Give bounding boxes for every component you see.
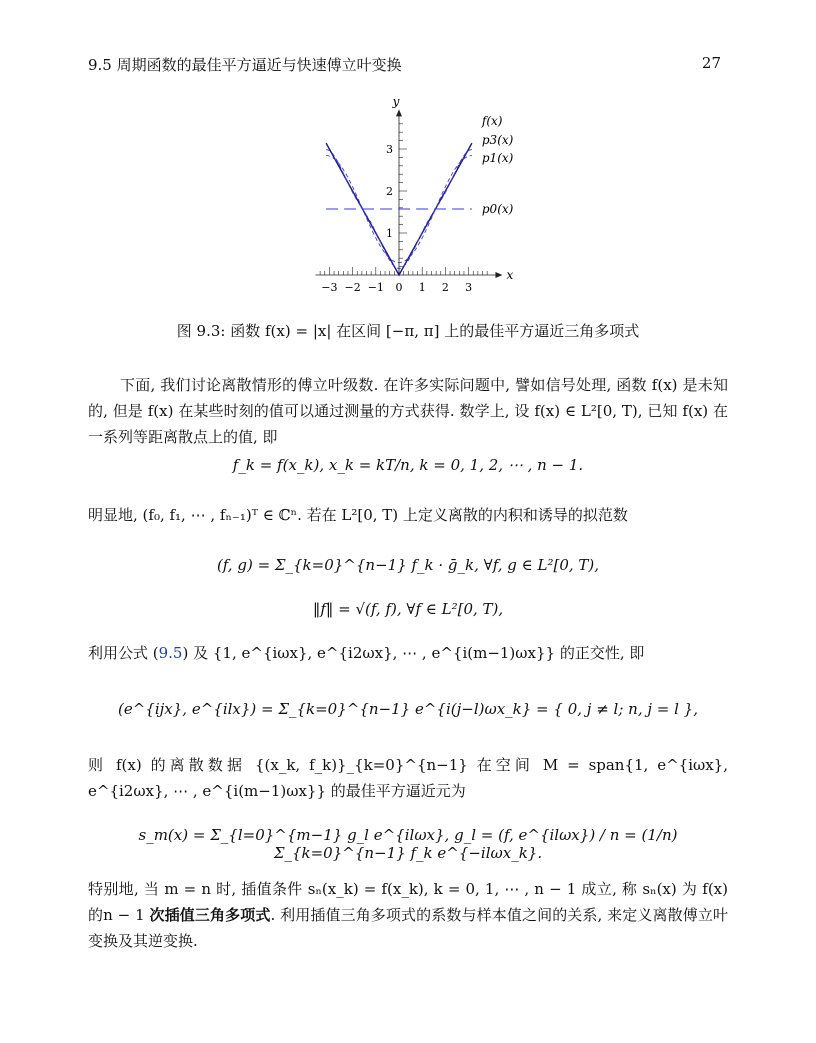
interpolation-text-end: . 利用插值三角多项式的系数与样本值之间的关系, 来定义离散傅立叶变换及其逆变换. [88,906,728,950]
running-header-section: 9.5 周期函数的最佳平方逼近与快速傅立叶变换 [88,56,402,74]
equation-inner-product: (f, g) = Σ_{k=0}^{n−1} f_k · ḡ_k, ∀f, g ∈ L²[0, T), [216,556,600,574]
x-tick-label: 0 [395,281,403,294]
legend-p1-label: p1(x) [481,151,514,166]
figure-approximation-plot [228,92,598,297]
interpolation-text-start: 特别地, 当 m = n 时, 插值条件 sₙ(x_k) = f(x_k), k = 0, 1, ⋯ , n − 1 成立, 称 sₙ(x) 为 f(x) 的n − 1 [88,880,728,924]
term-interpolation-polynomial: 次插值三角多项式 [149,906,271,924]
figure-caption: 图 9.3: 函数 f(x) = |x| 在区间 [−π, π] 上的最佳平方逼近三角多项式 [176,322,640,340]
plot-axes [315,109,502,278]
legend-p0-label: p0(x) [481,202,514,217]
legend-p3-label: p3(x) [481,133,514,148]
equation-best-approximation: s_m(x) = Σ_{l=0}^{m−1} g_l e^{ilωx}, g_l = (f, e^{ilωx}) / n = (1/n) Σ_{k=0}^{n−1} f_k e^{−ilωx_k}. [138,826,678,862]
legend-f-label: f(x) [481,114,503,129]
x-tick-label: −2 [344,281,361,294]
y-tick-label: 2 [386,185,393,198]
x-tick-label: −1 [367,281,384,294]
equation-orthogonality: (e^{ijx}, e^{ilx}) = Σ_{k=0}^{n−1} e^{i(j−l)ωx_k} = { 0, j ≠ l; n, j = l }, [118,700,698,718]
plot-labels [321,94,513,294]
equation-reference-link[interactable]: 9.5 [158,644,183,662]
x-tick-label: −3 [321,281,338,294]
orthogonality-text-end: ) 及 {1, e^{iωx}, e^{i2ωx}, ⋯ , e^{i(m−1)ωx}} 的正交性, 即 [182,644,645,662]
x-tick-label: 1 [418,281,426,294]
y-axis-arrow [396,109,402,116]
x-tick-label: 2 [441,281,449,294]
paragraph-best-approximation: 则 f(x) 的离散数据 {(x_k, f_k)}_{k=0}^{n−1} 在空间 M = span{1, e^{iωx}, e^{i2ωx}, ⋯ , e^{i(m−1)ωx}} 的最佳平方逼近元为 [88,756,728,800]
y-tick-label: 3 [386,143,393,156]
x-axis-label: x [506,268,514,282]
x-axis-arrow [495,272,502,278]
paragraph-intro: 下面, 我们讨论离散情形的傅立叶级数. 在许多实际问题中, 譬如信号处理, 函数 f(x) 是未知的, 但是 f(x) 在某些时刻的值可以通过测量的方式获得. 数学上, 设 f(x) ∈ L²[0, T), 已知 f(x) 在一系列等距离散点上的值, 即 [88,376,728,446]
equation-seminorm: ‖f‖ = √(f, f), ∀f ∈ L²[0, T), [312,600,504,618]
x-tick-label: 3 [465,281,473,294]
page-number: 27 [701,54,721,72]
paragraph-orthogonality [88,640,728,666]
equation-samples: f_k = f(x_k), x_k = kT/n, k = 0, 1, 2, ⋯ , n − 1. [232,456,584,474]
paragraph-interpolation [88,876,728,954]
y-tick-label: 1 [386,227,393,240]
orthogonality-text-start: 利用公式 ( [88,644,159,662]
paragraph-vector: 明显地, (f₀, f₁, ⋯ , fₙ₋₁)ᵀ ∈ ℂⁿ. 若在 L²[0, T) 上定义离散的内积和诱导的拟范数 [88,506,628,524]
y-axis-label: y [392,94,400,109]
